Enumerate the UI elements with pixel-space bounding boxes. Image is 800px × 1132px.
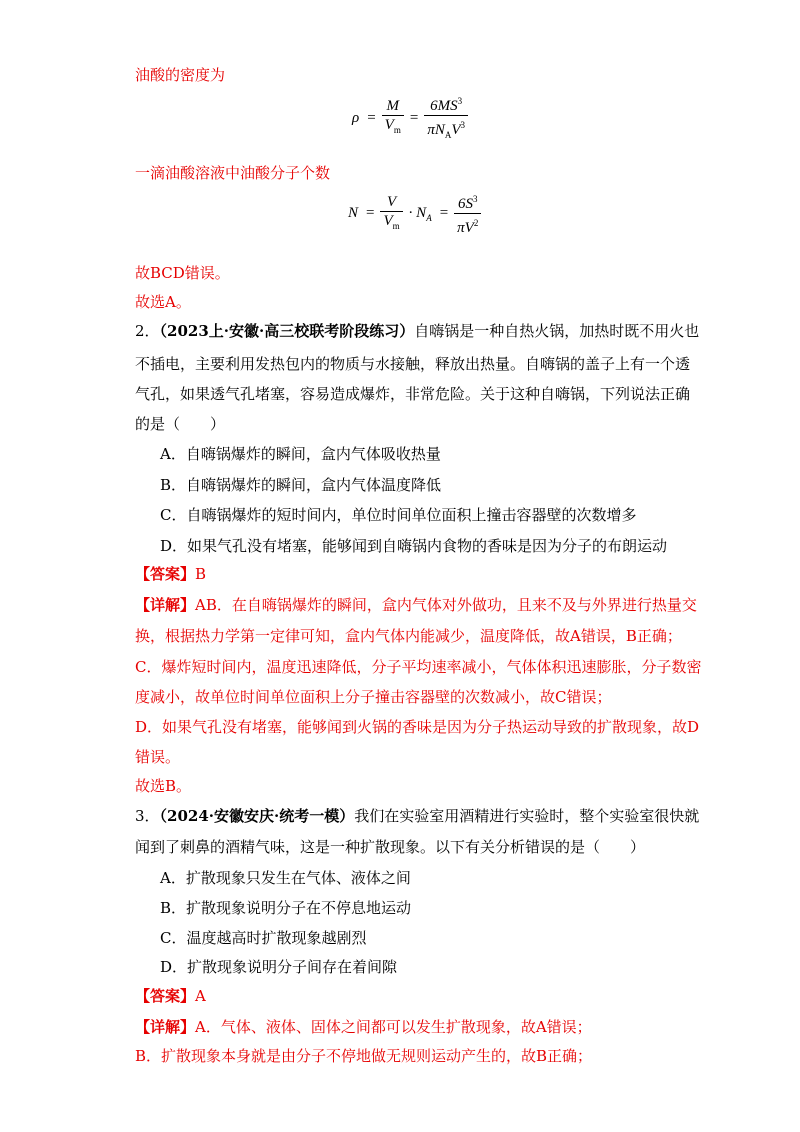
q2-detail-6: 错误。 bbox=[135, 748, 181, 766]
detail-tag: 【详解】 bbox=[135, 596, 196, 614]
square-exponent: 2 bbox=[473, 218, 479, 228]
q2-line-2: 不插电，主要利用发热包内的物质与水接触，释放出热量。自嗨锅的盖子上有一个透 bbox=[135, 355, 691, 373]
fraction-6ms3 bbox=[424, 92, 468, 144]
density-formula bbox=[348, 92, 470, 144]
numerator-v: V bbox=[380, 193, 402, 212]
numerator-m: M bbox=[382, 97, 404, 116]
numerator-6s: 6S bbox=[458, 196, 473, 212]
density-intro: 油酸的密度为 bbox=[135, 66, 226, 84]
equals-sign: = bbox=[366, 205, 375, 221]
choose-b: 故选B。 bbox=[135, 777, 192, 795]
answer-tag: 【答案】 bbox=[135, 987, 196, 1005]
cube-exponent: 3 bbox=[473, 194, 478, 204]
dot-na bbox=[409, 205, 432, 221]
q3-source: （2024·安徽安庆·统考一模） bbox=[159, 807, 355, 825]
molecule-intro: 一滴油酸溶液中油酸分子个数 bbox=[135, 164, 331, 182]
v-symbol: V bbox=[451, 122, 461, 138]
equals-sign: = bbox=[439, 205, 449, 221]
fraction-6s3 bbox=[454, 190, 481, 237]
answer-value: B bbox=[195, 565, 207, 583]
rho-symbol: ρ bbox=[352, 109, 360, 126]
q2-detail-4: 度减小，故单位时间单位面积上分子撞击容器壁的次数减小，故C错误； bbox=[135, 688, 612, 706]
q2-source: （2023上·安徽·高三校联考阶段练习） bbox=[159, 322, 415, 340]
bcd-wrong: 故BCD错误。 bbox=[135, 264, 230, 282]
n-symbol: N bbox=[348, 205, 359, 221]
na-symbol: · N bbox=[408, 204, 427, 221]
q3-option-a: A．扩散现象只发生在气体、液体之间 bbox=[160, 869, 411, 887]
q3-option-d: D．扩散现象说明分子间存在着间隙 bbox=[160, 958, 398, 976]
q2-line-3: 气孔，如果透气孔堵塞，容易造成爆炸，非常危险。关于这种自嗨锅，下列说法正确 bbox=[135, 385, 691, 403]
q2-detail-1 bbox=[135, 595, 697, 615]
q2-detail-5: D．如果气孔没有堵塞，能够闻到火锅的香味是因为分子热运动导致的扩散现象，故D bbox=[135, 718, 700, 736]
q2-option-d: D．如果气孔没有堵塞，能够闻到自嗨锅内食物的香味是因为分子的布朗运动 bbox=[160, 537, 668, 555]
q3-text: 我们在实验室用酒精进行实验时，整个实验室很快就 bbox=[354, 807, 700, 825]
q2-detail-3: C．爆炸短时间内，温度迅速降低，分子平均速率减小，气体体积迅速膨胀，分子数密 bbox=[135, 658, 702, 676]
q3-detail-1 bbox=[135, 1017, 592, 1037]
q2-option-c: C．自嗨锅爆炸的短时间内，单位时间单位面积上撞击容器壁的次数增多 bbox=[160, 506, 637, 524]
q3-line-2: 闻到了刺鼻的酒精气味，这是一种扩散现象。以下有关分析错误的是（ ） bbox=[135, 838, 646, 856]
v-symbol: V bbox=[384, 117, 394, 133]
detail-tag: 【详解】 bbox=[135, 1018, 196, 1036]
q3-detail-2: B．扩散现象本身就是由分子不停地做无规则运动产生的，故B正确； bbox=[135, 1047, 593, 1065]
choose-a: 故选A。 bbox=[135, 293, 191, 311]
q2-line-4: 的是（ ） bbox=[135, 415, 226, 433]
q2-option-b: B．自嗨锅爆炸的瞬间，盒内气体温度降低 bbox=[160, 476, 442, 494]
q2-line-1 bbox=[135, 321, 699, 341]
molecule-count-formula bbox=[344, 190, 483, 237]
cube-exponent: 3 bbox=[457, 96, 463, 106]
v-symbol: V bbox=[383, 212, 393, 229]
detail-text: AB．在自嗨锅爆炸的瞬间，盒内气体对外做功，且来不及与外界进行热量交 bbox=[195, 596, 697, 614]
m-subscript: m bbox=[393, 125, 401, 135]
a-subscript: A bbox=[444, 130, 452, 140]
detail-text: A．气体、液体、固体之间都可以发生扩散现象，故A错误； bbox=[195, 1018, 592, 1036]
equals-sign: = bbox=[409, 109, 419, 126]
fraction-v-over-vm bbox=[380, 193, 402, 235]
fraction-m-over-vm bbox=[382, 97, 404, 139]
q3-number: 3． bbox=[135, 807, 160, 825]
pi-v: πV bbox=[457, 220, 474, 236]
cube-exponent: 3 bbox=[460, 120, 466, 130]
pi-na: πN bbox=[427, 122, 445, 138]
a-subscript: A bbox=[426, 212, 432, 223]
q2-number: 2． bbox=[135, 322, 160, 340]
q2-answer bbox=[135, 564, 206, 584]
equals-sign: = bbox=[367, 109, 376, 126]
answer-tag: 【答案】 bbox=[135, 565, 196, 583]
q2-text: 自嗨锅是一种自热火锅，加热时既不用火也 bbox=[414, 322, 700, 340]
q3-option-c: C．温度越高时扩散现象越剧烈 bbox=[160, 929, 367, 947]
q3-line-1 bbox=[135, 806, 699, 826]
m-subscript: m bbox=[392, 220, 400, 231]
q2-option-a: A．自嗨锅爆炸的瞬间，盒内气体吸收热量 bbox=[160, 445, 441, 463]
q3-option-b: B．扩散现象说明分子在不停息地运动 bbox=[160, 899, 412, 917]
answer-value: A bbox=[195, 987, 206, 1005]
numerator-6ms: 6MS bbox=[430, 98, 458, 114]
q2-detail-2: 换，根据热力学第一定律可知，盒内气体内能减少，温度降低，故A错误，B正确； bbox=[135, 627, 682, 645]
q3-answer bbox=[135, 986, 206, 1006]
